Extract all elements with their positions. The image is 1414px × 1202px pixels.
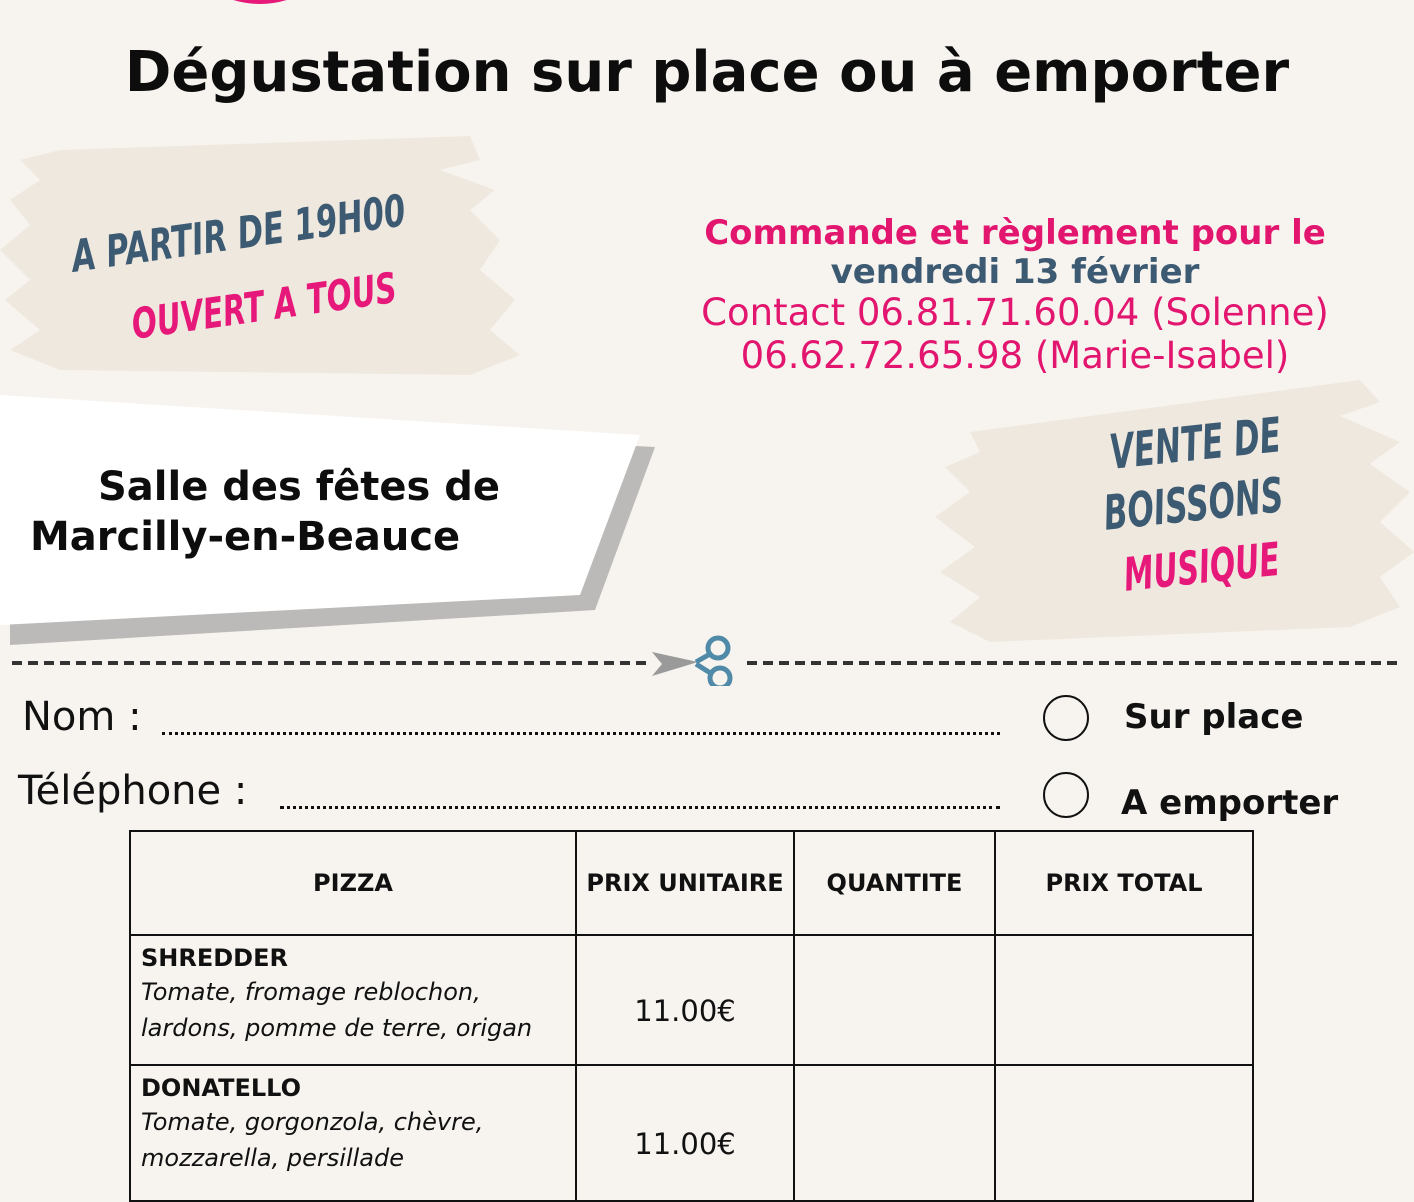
contact-phone-1: Contact 06.81.71.60.04 (Solenne) (701, 291, 1329, 335)
contact-phone-2: 06.62.72.65.98 (Marie-Isabel) (740, 333, 1290, 377)
pizza-description: Tomate, gorgonzola, chèvre, mozzarella, persillade (141, 1108, 484, 1172)
pizza-description: Tomate, fromage reblochon, lardons, pomme de terre, origan (141, 978, 533, 1042)
pizza-order-table (129, 830, 1254, 1202)
phone-input-line[interactable] (280, 806, 1000, 809)
col-header-unit-price: PRIX UNITAIRE (576, 831, 794, 935)
name-label: Nom : (22, 694, 142, 740)
order-info-line1: Commande et règlement pour le (704, 213, 1326, 253)
phone-label: Téléphone : (18, 768, 248, 814)
scissors-icon (648, 632, 738, 686)
unit-price-cell: 11.00€ (576, 935, 794, 1065)
pizza-cell (130, 1065, 576, 1201)
venue-line1: Salle des fêtes de (98, 464, 501, 510)
order-info (640, 214, 1390, 377)
total-cell[interactable] (995, 935, 1253, 1065)
total-cell[interactable] (995, 1065, 1253, 1201)
order-info-date: vendredi 13 février (830, 252, 1200, 293)
table-row (130, 1065, 1253, 1201)
pizza-name: SHREDDER (141, 944, 288, 972)
table-header-row (130, 831, 1253, 935)
page-subtitle: Dégustation sur place ou à emporter (124, 40, 1290, 105)
top-banner-graphic (180, 0, 1240, 22)
unit-price-cell: 11.00€ (576, 1065, 794, 1201)
time-badge-line1: A PARTIR DE 19H00 (68, 185, 409, 283)
extras-line3: MUSIQUE (1121, 531, 1283, 602)
table-row (130, 935, 1253, 1065)
col-header-quantity: QUANTITE (794, 831, 995, 935)
venue-line2: Marcilly-en-Beauce (30, 514, 461, 560)
extras-line1: VENTE DE (1107, 407, 1284, 481)
quantity-cell[interactable] (794, 1065, 995, 1201)
onsite-label: Sur place (1124, 697, 1304, 737)
col-header-total: PRIX TOTAL (995, 831, 1253, 935)
name-input-line[interactable] (162, 732, 1000, 735)
onsite-radio[interactable] (1043, 695, 1089, 741)
pizza-cell (130, 935, 576, 1065)
venue-address (30, 462, 530, 562)
takeaway-label: A emporter (1121, 783, 1339, 823)
col-header-pizza: PIZZA (130, 831, 576, 935)
extras-line2: BOISSONS (1101, 467, 1287, 542)
quantity-cell[interactable] (794, 935, 995, 1065)
takeaway-radio[interactable] (1043, 772, 1089, 818)
time-badge-line2: OUVERT A TOUS (128, 263, 400, 349)
pizza-name: DONATELLO (141, 1074, 302, 1102)
